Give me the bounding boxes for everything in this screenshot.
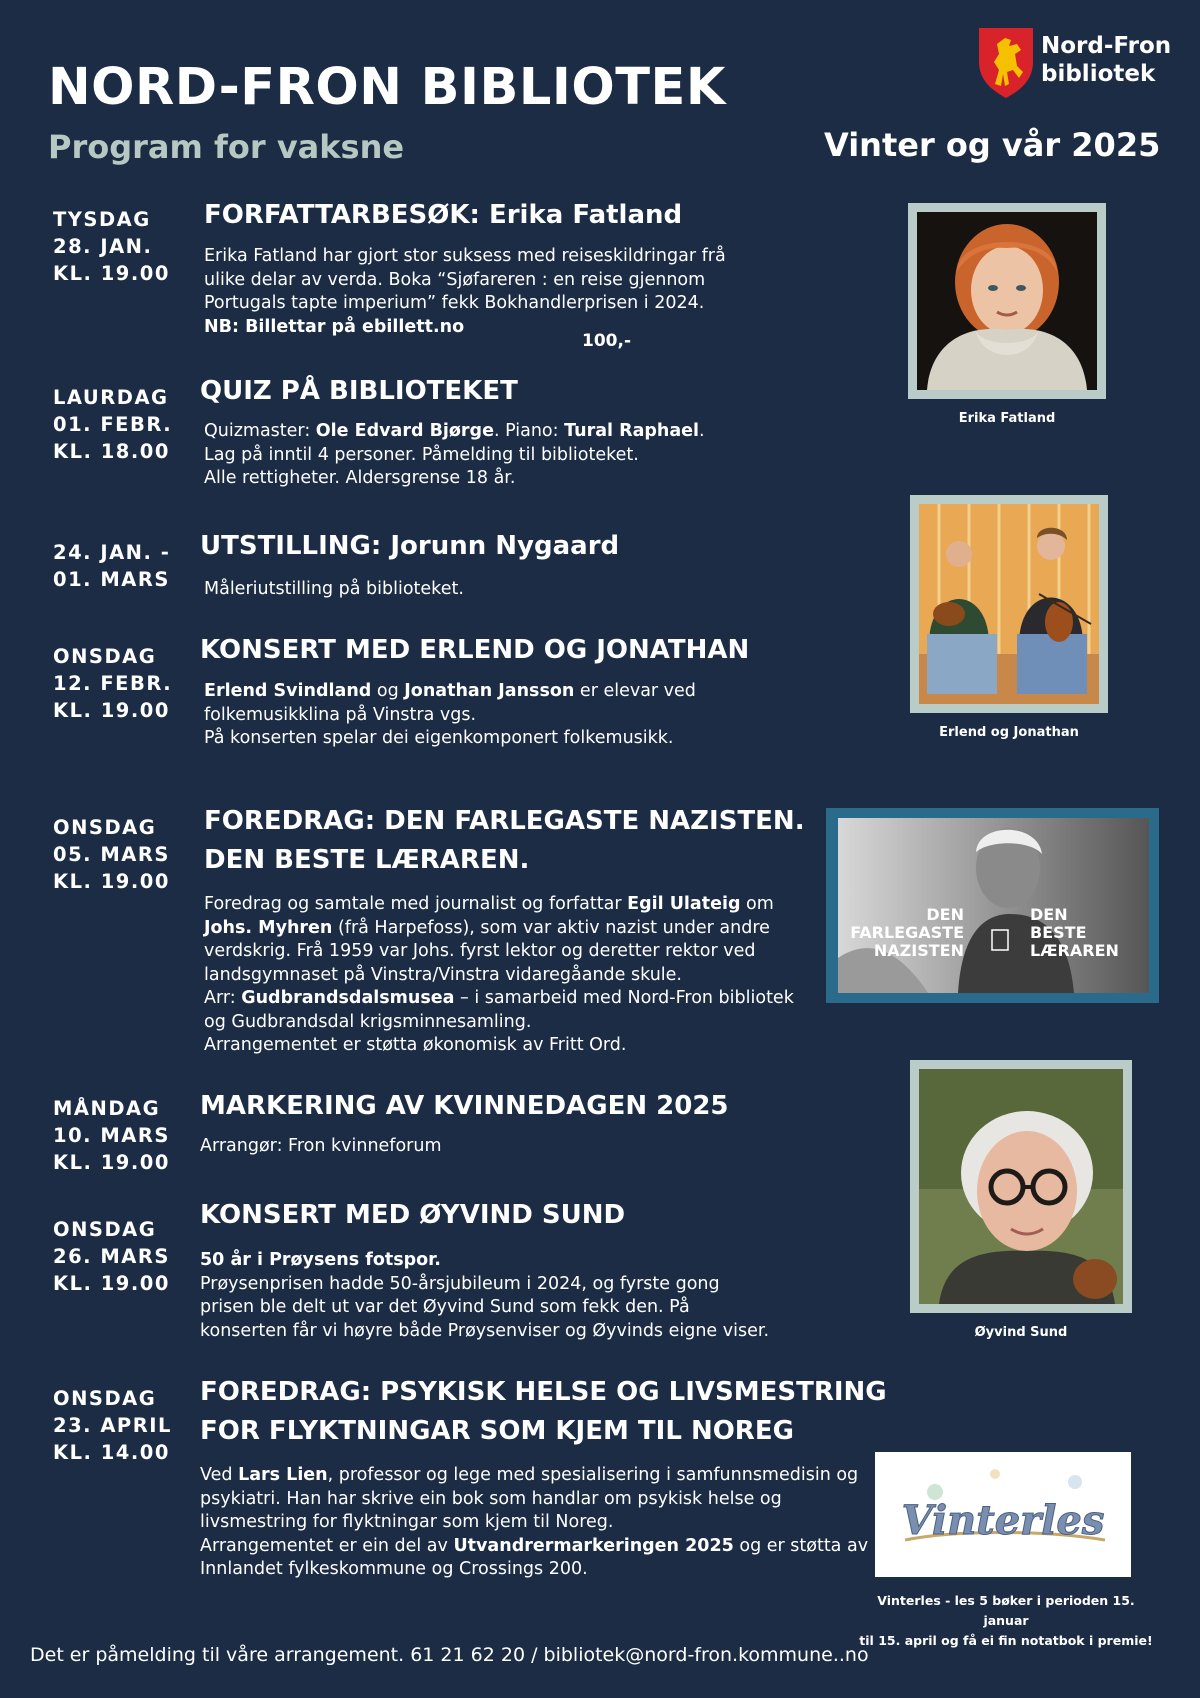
event-time: KL. 19.00 — [53, 1151, 170, 1174]
description-lead — [200, 1249, 769, 1273]
event-time: KL. 18.00 — [53, 440, 170, 463]
poster-text-line: BESTE — [1030, 923, 1087, 942]
description-line: Portugals tapte imperium” fekk Bokhandlerprisen i 2024. — [204, 293, 705, 313]
text-run: er elevar ved — [574, 681, 696, 701]
musicians-illustration — [919, 504, 1099, 704]
description-line: livsmestring for flyktningar som kjem til Noreg. — [200, 1512, 614, 1532]
photo-caption: Erika Fatland — [958, 411, 1056, 426]
event-date: 01. FEBR. — [53, 413, 173, 436]
text-run: (frå Harpefoss), som var aktiv nazist under andre — [332, 917, 770, 938]
pianist-name: Tural Raphael — [564, 421, 700, 441]
description-line: På konserten spelar dei eigenkomponert folkemusikk. — [204, 728, 674, 748]
event-datetime — [53, 539, 170, 593]
description-line — [204, 420, 705, 444]
description-line: Innlandet fylkeskommune og Crossings 200. — [200, 1559, 588, 1579]
description-line: verdskrig. Frå 1959 var Johs. fyrst lektor og deretter rektor ved — [204, 941, 756, 961]
event-day: 24. JAN. - — [53, 541, 171, 564]
event-date: 10. MARS — [53, 1124, 170, 1147]
caption-line: Vinterles - les 5 bøker i perioden 15. januar — [877, 1593, 1135, 1628]
poster-text-line: NAZISTEN — [873, 941, 964, 960]
event-description — [204, 680, 696, 751]
event-datetime — [53, 384, 172, 465]
event-date: 12. FEBR. — [53, 672, 173, 695]
program-name: Utvandrermarkeringen 2025 — [453, 1535, 734, 1556]
event-description — [204, 578, 464, 602]
description-line: Erika Fatland har gjort stor suksess med reiseskildringar frå — [204, 246, 726, 266]
event-date: 01. MARS — [53, 568, 170, 591]
event-title: MARKERING AV KVINNEDAGEN 2025 — [200, 1091, 729, 1121]
event-day: LAURDAG — [53, 386, 169, 409]
ticket-note-text: NB: Billettar på ebillett.no — [204, 316, 465, 337]
event-description — [200, 1464, 868, 1582]
ticket-note — [204, 316, 726, 340]
logo-text — [1041, 32, 1171, 88]
ticket-price: 100,- — [582, 331, 631, 351]
event-description — [200, 1249, 769, 1343]
text-run: , professor og lege med spesialisering i samfunnsmedisin og — [327, 1465, 859, 1485]
description-line — [200, 1535, 868, 1559]
event-date: 28. JAN. — [53, 235, 153, 258]
page-title: NORD-FRON BIBLIOTEK — [48, 58, 726, 117]
photo-erika-fatland — [908, 203, 1106, 399]
event-title: KONSERT MED ØYVIND SUND — [200, 1200, 626, 1230]
footer-contact: Det er påmelding til våre arrangement. 61 21 62 20 / bibliotek@nord-fron.kommune..no — [30, 1644, 869, 1666]
portrait-illustration — [917, 212, 1097, 390]
event-day: ONSDAG — [53, 816, 157, 839]
event-date: 05. MARS — [53, 843, 170, 866]
description-line: folkemusikklina på Vinstra vgs. — [204, 704, 477, 725]
quizmaster-name: Ole Edvard Bjørge — [315, 421, 494, 441]
description-line: Arrangør: Fron kvinneforum — [200, 1136, 442, 1156]
poster-text-line: LÆRAREN — [1030, 941, 1119, 960]
poster-text-line: DEN — [926, 905, 964, 924]
event-date: 26. MARS — [53, 1245, 170, 1268]
description-line: Alle rettigheter. Aldersgrense 18 år. — [204, 468, 516, 488]
season-label: Vinter og vår 2025 — [824, 126, 1161, 164]
photo-lecture-poster — [826, 808, 1159, 1003]
event-time: KL. 19.00 — [53, 699, 170, 722]
photo-caption: Erlend og Jonathan — [939, 725, 1079, 740]
text-run: og er støtta av — [733, 1535, 869, 1556]
event-time: KL. 19.00 — [53, 870, 170, 893]
event-day: ONSDAG — [53, 1218, 157, 1241]
event-title — [200, 1373, 887, 1451]
portrait-illustration — [919, 1069, 1123, 1304]
event-title: KONSERT MED ERLEND OG JONATHAN — [200, 635, 750, 665]
text-run: og — [371, 681, 405, 701]
text-run: Ved — [200, 1465, 239, 1485]
text-run: Foredrag og samtale med journalist og forfattar — [204, 894, 628, 914]
description-line: ulike delar av verda. Boka “Sjøfareren : en reise gjennom — [204, 269, 706, 290]
event-title: FORFATTARBESØK: Erika Fatland — [204, 200, 683, 230]
description-line: Lag på inntil 4 personer. Påmelding til biblioteket. — [204, 444, 639, 465]
event-description — [204, 893, 794, 1058]
event-title-line: DEN BESTE LÆRAREN. — [204, 845, 530, 875]
event-title-line: FOREDRAG: PSYKISK HELSE OG LIVSMESTRING — [200, 1377, 887, 1407]
event-datetime — [53, 1385, 172, 1466]
text-run: Arrangementet er ein del av — [200, 1535, 454, 1556]
event-title-line: FOR FLYKTNINGAR SOM KJEM TIL NOREG — [200, 1416, 794, 1446]
description-line — [204, 917, 794, 941]
description-line: og Gudbrandsdal krigsminnesamling. — [204, 1011, 532, 1032]
photo-caption: Øyvind Sund — [974, 1325, 1068, 1340]
speaker-name: Lars Lien — [238, 1465, 328, 1485]
subject-name: Johs. Myhren — [204, 917, 333, 938]
description-line: Arrangementet er støtta økonomisk av Fritt Ord. — [204, 1035, 627, 1055]
photo-oyvind-sund — [910, 1060, 1132, 1313]
event-day: MÅNDAG — [53, 1097, 161, 1120]
caption-line: til 15. april og få ei fin notatbok i premie! — [859, 1633, 1153, 1648]
shield-horse-icon — [977, 26, 1035, 100]
event-datetime — [53, 1095, 170, 1176]
text-run: om — [740, 894, 774, 914]
event-description — [204, 245, 726, 339]
description-line: konserten får vi høyre både Prøysenviser og Øyvinds eigne viser. — [200, 1320, 770, 1341]
description-line — [204, 893, 794, 917]
description-line — [200, 1464, 868, 1488]
description-line — [204, 987, 794, 1011]
event-day: TYSDAG — [53, 208, 151, 231]
logo-line-1: Nord-Fron — [1041, 33, 1172, 59]
description-line: psykiatri. Han har skrive ein bok som handlar om psykisk helse og — [200, 1488, 782, 1509]
event-description — [200, 1135, 442, 1159]
description-line: prisen ble delt ut var det Øyvind Sund som fekk den. På — [200, 1297, 690, 1317]
poster-text-line: FARLEGASTE — [850, 923, 964, 942]
event-day: ONSDAG — [53, 645, 157, 668]
text-run: . Piano: — [493, 421, 565, 441]
poster-text-line: DEN — [1030, 905, 1068, 924]
event-time: KL. 19.00 — [53, 262, 170, 285]
text-run: – i samarbeid med Nord-Fron bibliotek — [454, 988, 794, 1008]
event-title: UTSTILLING: Jorunn Nygaard — [200, 531, 620, 561]
event-date: 23. APRIL — [53, 1414, 172, 1437]
text-run: Quizmaster: — [204, 421, 316, 441]
event-title — [204, 802, 805, 880]
description-line: Prøysenprisen hadde 50-årsjubileum i 2024, og fyrste gong — [200, 1273, 720, 1294]
library-logo — [977, 26, 1177, 102]
lead-text: 50 år i Prøysens fotspor. — [200, 1250, 441, 1270]
vinterles-caption — [856, 1591, 1156, 1651]
text-run: . — [699, 421, 705, 441]
vinterles-wordmark: Vinterles — [901, 1497, 1105, 1544]
page-subtitle: Program for vaksne — [48, 128, 405, 166]
event-description — [204, 420, 705, 491]
poster-right-text — [1030, 906, 1140, 960]
event-title: QUIZ PÅ BIBLIOTEKET — [200, 376, 518, 406]
event-time: KL. 19.00 — [53, 1272, 170, 1295]
event-title-line: FOREDRAG: DEN FARLEGASTE NAZISTEN. — [204, 806, 805, 836]
text-run: Arr: — [204, 988, 242, 1008]
photo-erlend-jonathan — [910, 495, 1108, 713]
poster-left-text — [838, 906, 964, 960]
description-line: Måleriutstilling på biblioteket. — [204, 579, 464, 599]
event-time: KL. 14.00 — [53, 1441, 170, 1464]
event-datetime — [53, 814, 170, 895]
event-day: ONSDAG — [53, 1387, 157, 1410]
organizer-name: Gudbrandsdalsmusea — [241, 988, 455, 1008]
description-line: landsgymnaset på Vinstra/Vinstra vidaregåande skule. — [204, 964, 682, 985]
event-datetime — [53, 643, 172, 724]
performer-name: Jonathan Jansson — [404, 681, 575, 701]
vinterles-logo — [875, 1452, 1131, 1577]
event-datetime — [53, 206, 170, 287]
event-datetime — [53, 1216, 170, 1297]
performer-name: Erlend Svindland — [204, 681, 372, 701]
description-line — [204, 680, 696, 704]
logo-line-2: bibliotek — [1041, 61, 1156, 87]
speaker-name: Egil Ulateig — [627, 894, 741, 914]
vinterles-illustration — [875, 1452, 1131, 1577]
